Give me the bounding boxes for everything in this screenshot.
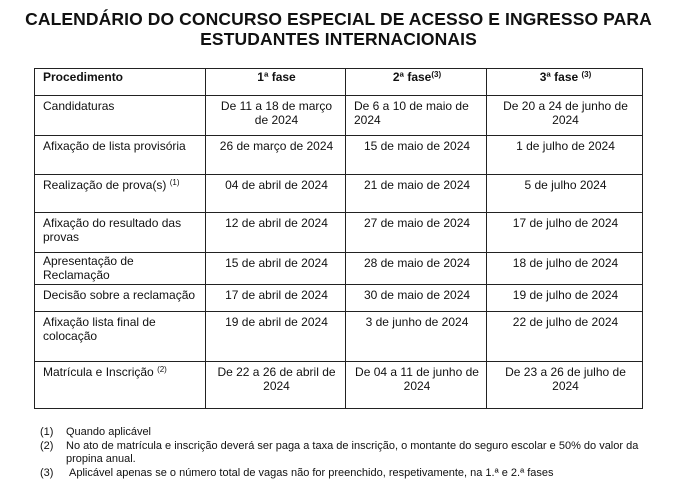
footnote-number: (2) (40, 439, 54, 452)
note-ref-1: (1) (169, 178, 180, 187)
cell-procedimento: Apresentação de Reclamação (35, 253, 206, 285)
cell-procedimento: Afixação do resultado das provas (35, 213, 206, 253)
footnote-number: (3) (40, 466, 54, 479)
cell-procedimento: Realização de prova(s) $^{(1)}$ (35, 175, 206, 213)
cell-procedimento: Matrícula e Inscrição $^{(2)}$ (35, 362, 206, 409)
footnote-text: No ato de matrícula e inscrição deverá ser paga a taxa de inscrição, o montante do seguro escolar e 50% do valor da propina anual. (66, 439, 639, 465)
cell-fase-1: 19 de abril de 2024 (206, 312, 346, 362)
title-line-2: ESTUDANTES INTERNACIONAIS (200, 29, 477, 49)
header-fase-1: 1ª fase (206, 69, 346, 96)
table-row (35, 285, 643, 312)
table-row (35, 96, 643, 136)
cell-procedimento: Candidaturas (35, 96, 206, 136)
header-procedimento: Procedimento (35, 69, 206, 96)
cell-fase-3: 22 de julho de 2024 (487, 312, 643, 362)
cell-fase-1: 12 de abril de 2024 (206, 213, 346, 253)
cell-fase-2: 3 de junho de 2024 (346, 312, 487, 362)
cell-fase-3: 5 de julho 2024 (487, 175, 643, 213)
footnote-text: Quando aplicável (66, 426, 152, 438)
title-line-1: CALENDÁRIO DO CONCURSO ESPECIAL DE ACESSO E INGRESSO PARA (25, 9, 652, 29)
cell-fase-2: De 6 a 10 de maio de 2024 (346, 96, 487, 136)
cell-fase-3: De 23 a 26 de julho de 2024 (487, 362, 643, 409)
cell-fase-1: 15 de abril de 2024 (206, 253, 346, 285)
table-row (35, 136, 643, 175)
header-fase-3: 3ª fase $^{(3)}$ (487, 69, 643, 96)
footnote-1 (40, 426, 660, 440)
footnote-text: Aplicável apenas se o número total de vagas não for preenchido, respetivamente, na 1.ª e 2.ª fases (69, 466, 554, 479)
footnote-2 (40, 440, 660, 467)
cell-fase-2: 27 de maio de 2024 (346, 213, 487, 253)
footnote-3 (40, 467, 660, 481)
cell-fase-2: 30 de maio de 2024 (346, 285, 487, 312)
table-header-row (35, 69, 643, 96)
document-title (0, 9, 677, 49)
table-row (35, 213, 643, 253)
cell-fase-1: 04 de abril de 2024 (206, 175, 346, 213)
cell-fase-2: 15 de maio de 2024 (346, 136, 487, 175)
cell-fase-2: 28 de maio de 2024 (346, 253, 487, 285)
cell-procedimento: Afixação de lista provisória (35, 136, 206, 175)
table-row (35, 253, 643, 285)
cell-fase-3: 17 de julho de 2024 (487, 213, 643, 253)
calendar-table (34, 68, 643, 409)
table-row (35, 312, 643, 362)
table-row (35, 362, 643, 409)
footnote-number: (1) (40, 426, 54, 438)
cell-fase-1: De 11 a 18 de março de 2024 (206, 96, 346, 136)
cell-fase-1: 26 de março de 2024 (206, 136, 346, 175)
cell-fase-3: De 20 a 24 de junho de 2024 (487, 96, 643, 136)
header-fase-3-note-ref: (3) (581, 70, 592, 79)
cell-fase-3: 1 de julho de 2024 (487, 136, 643, 175)
header-fase-2: 2ª fase$^{(3)}$ (346, 69, 487, 96)
cell-fase-2: De 04 a 11 de junho de 2024 (346, 362, 487, 409)
header-fase-2-note-ref: (3) (431, 70, 442, 79)
footnotes (40, 426, 660, 480)
cell-fase-3: 19 de julho de 2024 (487, 285, 643, 312)
cell-procedimento: Decisão sobre a reclamação (35, 285, 206, 312)
cell-fase-2: 21 de maio de 2024 (346, 175, 487, 213)
cell-fase-3: 18 de julho de 2024 (487, 253, 643, 285)
table-row (35, 175, 643, 213)
cell-fase-1: 17 de abril de 2024 (206, 285, 346, 312)
note-ref-2: (2) (157, 365, 167, 374)
cell-fase-1: De 22 a 26 de abril de 2024 (206, 362, 346, 409)
cell-procedimento: Afixação lista final de colocação (35, 312, 206, 362)
